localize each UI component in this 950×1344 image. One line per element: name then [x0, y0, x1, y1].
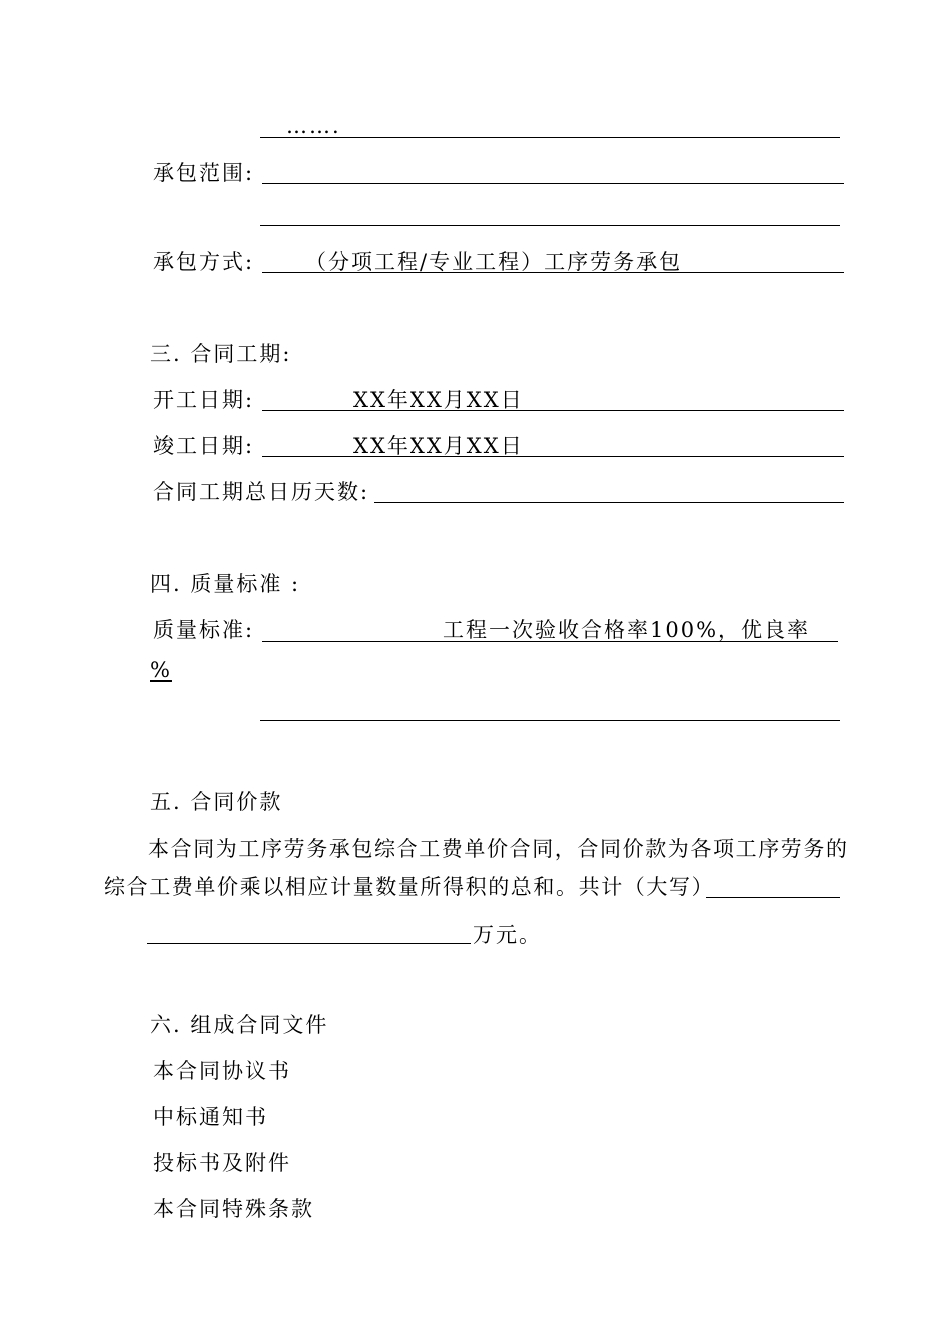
quality-percent: %	[150, 658, 172, 682]
end-date-label: 竣工日期:	[153, 434, 255, 458]
price-amount-line-1	[706, 897, 840, 898]
price-paragraph-line2: 综合工费单价乘以相应计量数量所得积的总和。共计（大写）	[104, 875, 715, 899]
scope-line-2	[260, 225, 840, 226]
scope-line-1	[262, 183, 844, 184]
list-item: 本合同特殊条款	[153, 1197, 314, 1221]
price-unit: 万元。	[473, 923, 542, 947]
section3-heading: 三. 合同工期:	[150, 342, 292, 366]
method-label: 承包方式:	[153, 250, 255, 274]
start-date-label: 开工日期:	[153, 388, 255, 412]
scope-continuation-dots: …….	[286, 114, 341, 138]
start-date-value: XX年XX月XX日	[353, 388, 524, 412]
quality-label: 质量标准:	[153, 618, 255, 642]
list-item: 投标书及附件	[153, 1151, 291, 1175]
list-item: 中标通知书	[153, 1105, 268, 1129]
quality-value: 工程一次验收合格率100%，优良率	[443, 618, 811, 642]
list-item: 本合同协议书	[153, 1059, 291, 1083]
total-days-line	[374, 502, 844, 503]
method-line	[262, 272, 844, 273]
price-paragraph-line1: 本合同为工序劳务承包综合工费单价合同，合同价款为各项工序劳务的	[148, 837, 849, 861]
end-date-value: XX年XX月XX日	[353, 434, 524, 458]
quality-line	[262, 641, 838, 642]
scope-label: 承包范围:	[153, 161, 255, 185]
start-date-line	[262, 410, 844, 411]
total-days-label: 合同工期总日历天数:	[153, 480, 370, 504]
section6-heading: 六. 组成合同文件	[150, 1013, 329, 1037]
quality-line-2	[260, 720, 840, 721]
method-value: （分项工程/专业工程）工序劳务承包	[305, 250, 683, 274]
end-date-line	[262, 456, 844, 457]
section5-heading: 五. 合同价款	[150, 790, 283, 814]
scope-continuation-line	[260, 137, 840, 138]
price-amount-line-2	[147, 943, 471, 944]
section4-heading: 四. 质量标准 :	[150, 572, 301, 596]
